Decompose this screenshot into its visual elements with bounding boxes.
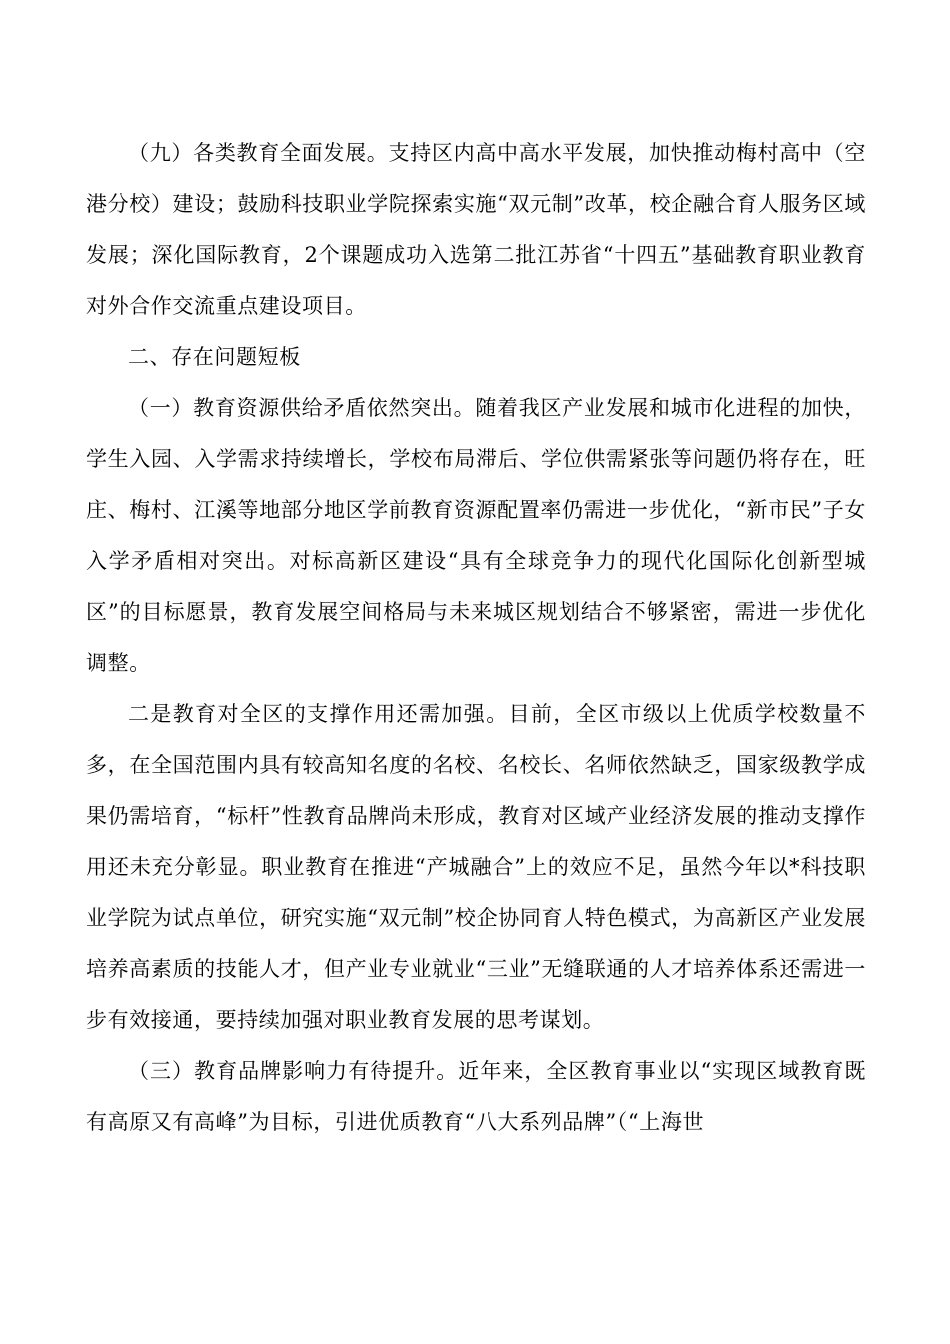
section-heading-problems: 二、存在问题短板 xyxy=(128,345,301,369)
paragraph-one: （一）教育资源供给矛盾依然突出。随着我区产业发展和城市化进程的加快，学生入园、入学需求持续增长，学校布局滞后、学位供需紧张等问题仍将存在，旺庄、梅村、江溪等地部分地区学前教育资源配置率仍需进一步优化，“新市民”子女入学矛盾相对突出。对标高新区建设“具有全球竞争力的现代化国际化创新型城区”的目标愿景，教育发展空间格局与未来城区规划结合不够紧密，需进一步优化调整。 xyxy=(86,396,866,675)
paragraph-three: （三）教育品牌影响力有待提升。近年来，全区教育事业以“实现区域教育既有高原又有高峰”为目标，引进优质教育“八大系列品牌”（“上海世 xyxy=(86,1059,866,1134)
paragraph-nine: （九）各类教育全面发展。支持区内高中高水平发展，加快推动梅村高中（空港分校）建设；鼓励科技职业学院探索实施“双元制”改革，校企融合育人服务区域发展；深化国际教育，2个课题成功入选第二批江苏省“十四五”基础教育职业教育对外合作交流重点建设项目。 xyxy=(86,141,866,318)
document-body xyxy=(86,128,866,1148)
paragraph-two: 二是教育对全区的支撑作用还需加强。目前，全区市级以上优质学校数量不多，在全国范围内具有较高知名度的名校、名校长、名师依然缺乏，国家级教学成果仍需培育，“标杆”性教育品牌尚未形成，教育对区域产业经济发展的推动支撑作用还未充分彰显。职业教育在推进“产城融合”上的效应不足，虽然今年以*科技职业学院为试点单位，研究实施“双元制”校企协同育人特色模式，为高新区产业发展培养高素质的技能人才，但产业专业就业“三业”无缝联通的人才培养体系还需进一步有效接通，要持续加强对职业教育发展的思考谋划。 xyxy=(86,702,866,1032)
